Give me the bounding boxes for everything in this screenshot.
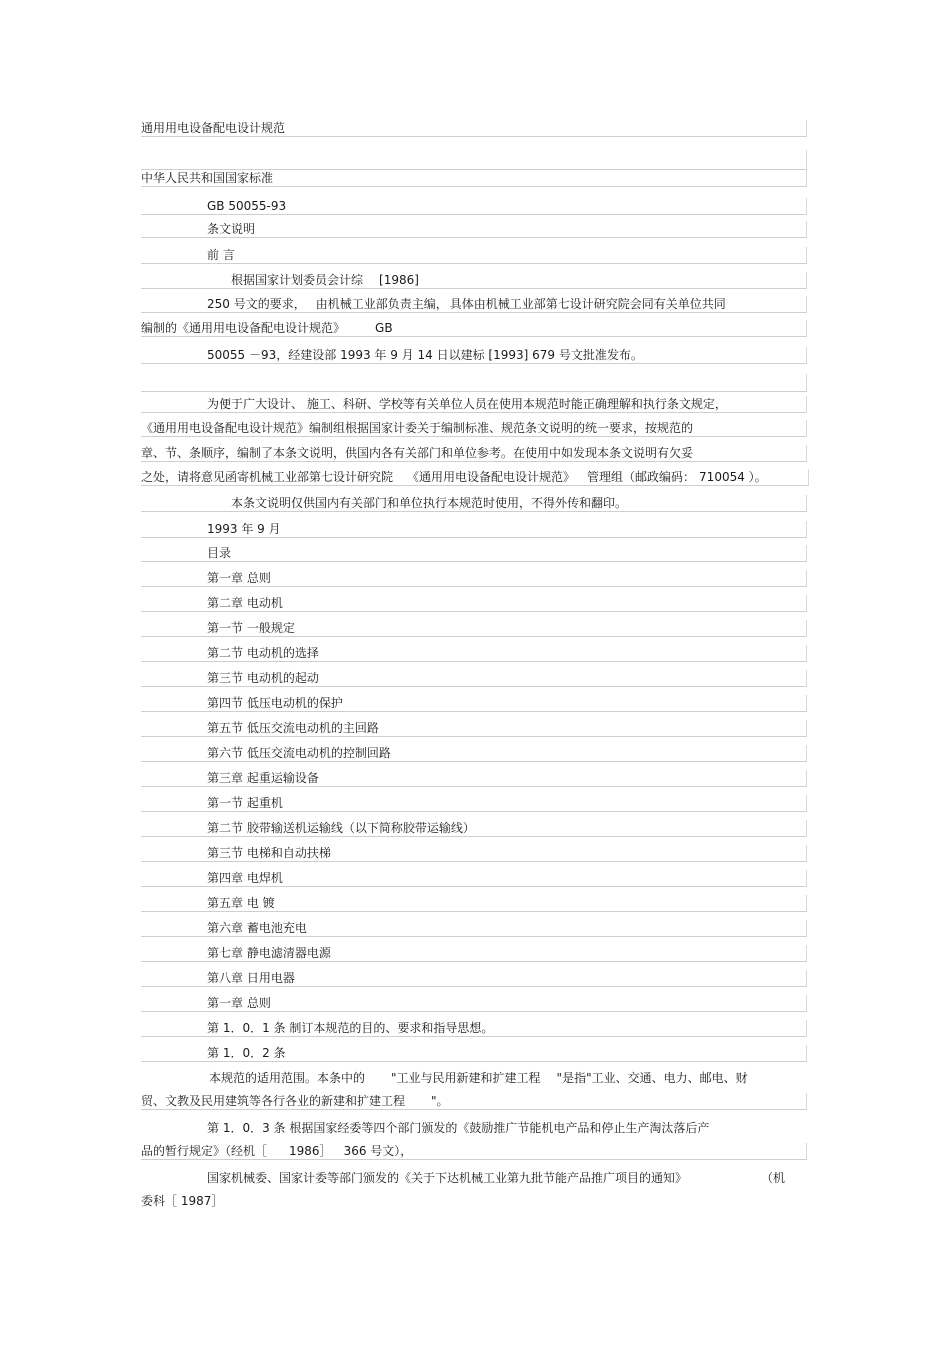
preface-text: 章、节、条顺序，编制了本条文说明，供国内各有关部门和单位参考。在使用中如发现本条文说明有欠妥	[141, 446, 694, 460]
preface-text: 编制的《通用用电设备配电设计规范》	[141, 321, 346, 335]
blank-row	[141, 150, 807, 170]
preface-text: 管理组（邮政编码：	[587, 470, 696, 484]
toc-item	[141, 770, 807, 787]
toc-item	[141, 895, 807, 912]
preface-text: 本条文说明仅供国内有关部门和单位执行本规范时使用，不得外传和翻印。	[231, 496, 628, 510]
article-text: "。	[431, 1094, 449, 1108]
article-1-0-2	[141, 1045, 807, 1062]
toc-item	[141, 795, 807, 812]
article-text: 1986］	[289, 1144, 332, 1158]
toc-heading-row	[141, 545, 807, 562]
preface-line-4	[141, 347, 807, 364]
preface-line-3	[141, 320, 807, 337]
code-row	[141, 198, 807, 215]
toc-item-label: 第二节 胶带输送机运输线（以下简称胶带运输线）	[207, 821, 475, 835]
preface-text: 根据国家计划委员会计综	[231, 273, 364, 287]
blank-row	[141, 374, 807, 392]
toc-item-label: 第五章 电 镀	[207, 896, 275, 910]
preface-text: 由机械工业部负责主编，	[315, 297, 448, 311]
article-text: "工业与民用新建和扩建工程	[391, 1071, 541, 1085]
preface-date: 1993 年 9 月	[207, 522, 281, 536]
toc-item	[141, 670, 807, 687]
article-1-0-3-line-4	[141, 1193, 807, 1209]
national-standard-label: 中华人民共和国国家标准	[141, 171, 274, 185]
article-1-0-2-line-1	[141, 1070, 807, 1086]
preface-line-5	[141, 396, 807, 413]
toc-item	[141, 570, 807, 587]
document-title-row	[141, 120, 807, 137]
toc-item-label: 第三节 电动机的起动	[207, 671, 319, 685]
toc-item	[141, 920, 807, 937]
article-1-0-3-line-2	[141, 1143, 807, 1160]
preface-text: GB	[375, 321, 393, 335]
article-1-0-2-line-2	[141, 1093, 807, 1110]
article-number: 第 1．0．2 条	[207, 1046, 286, 1060]
explanation-heading-row	[141, 221, 807, 238]
toc-item	[141, 870, 807, 887]
toc-item-label: 第二节 电动机的选择	[207, 646, 319, 660]
article-1-0-1	[141, 1020, 807, 1037]
article-text: （机	[761, 1171, 786, 1185]
document-title: 通用用电设备配电设计规范	[141, 121, 286, 135]
toc-item	[141, 645, 807, 662]
toc-item-label: 第三节 电梯和自动扶梯	[207, 846, 331, 860]
chapter-heading: 第一章 总则	[207, 996, 271, 1010]
article-text: 委科［ 1987］	[141, 1194, 224, 1208]
preface-text: 《通用用电设备配电设计规范》编制组根据国家计委关于编制标准、规范条文说明的统一要求，按规范的	[141, 421, 694, 435]
national-standard-row	[141, 170, 807, 187]
toc-item	[141, 720, 807, 737]
toc-item-label: 第一章 总则	[207, 571, 271, 585]
preface-text: 为便于广大设计、 施工、科研、学校等有关单位人员在使用本规范时能正确理解和执行条文规定，	[207, 397, 727, 411]
preface-line-8	[141, 469, 809, 486]
toc-item	[141, 595, 807, 612]
article-1-0-3-line-3	[141, 1170, 807, 1186]
article-text: 贸、文教及民用建筑等各行各业的新建和扩建工程	[141, 1094, 406, 1108]
preface-text: 50055 －93，经建设部 1993 年 9 月 14 日以建标 [1993] 679 号文批准发布。	[207, 348, 643, 362]
toc-item	[141, 695, 807, 712]
toc-item-label: 第四节 低压电动机的保护	[207, 696, 343, 710]
article-text: 366 号文），	[343, 1144, 413, 1158]
preface-text: [1986]	[379, 273, 419, 287]
toc-item-label: 第五节 低压交流电动机的主回路	[207, 721, 379, 735]
postal-code: 710054 ）。	[699, 470, 767, 484]
preface-text: 具体由机械工业部第七设计研究院会同有关单位共同	[449, 297, 726, 311]
toc-item-label: 第六节 低压交流电动机的控制回路	[207, 746, 391, 760]
toc-item-label: 第七章 静电滤清器电源	[207, 946, 331, 960]
toc-item-label: 第三章 起重运输设备	[207, 771, 319, 785]
article-text: 本规范的适用范围。本条中的	[209, 1071, 366, 1085]
toc-item-label: 第二章 电动机	[207, 596, 283, 610]
preface-text: 250 号文的要求，	[207, 297, 306, 311]
toc-item-label: 第六章 蓄电池充电	[207, 921, 307, 935]
toc-item	[141, 970, 807, 987]
preface-line-7	[141, 445, 807, 462]
toc-item	[141, 620, 807, 637]
article-text: "是指"工业、交通、电力、邮电、财	[556, 1071, 748, 1085]
toc-item	[141, 745, 807, 762]
chapter1-heading-row	[141, 995, 807, 1012]
article-text: 第 1．0．3 条 根据国家经委等四个部门颁发的《鼓励推广节能机电产品和停止生产淘汰落后产	[207, 1121, 710, 1135]
toc-heading: 目录	[207, 546, 232, 560]
toc-item-label: 第一节 起重机	[207, 796, 283, 810]
preface-text: 之处，请将意见函寄机械工业部第七设计研究院	[141, 470, 394, 484]
toc-item-label: 第八章 日用电器	[207, 971, 295, 985]
preface-text: 《通用用电设备配电设计规范》	[407, 470, 576, 484]
toc-item	[141, 820, 807, 837]
explanation-heading: 条文说明	[207, 222, 256, 236]
preface-line-2	[141, 296, 807, 313]
toc-item	[141, 945, 807, 962]
preface-date-row	[141, 521, 807, 538]
article-text: 品的暂行规定》（经机［	[141, 1144, 268, 1158]
preface-heading: 前 言	[207, 248, 235, 262]
article-text: 国家机械委、国家计委等部门颁发的《关于下达机械工业第九批节能产品推广项目的通知》	[207, 1171, 688, 1185]
toc-item-label: 第一节 一般规定	[207, 621, 295, 635]
preface-line-6	[141, 420, 807, 437]
standard-code: GB 50055-93	[207, 199, 287, 213]
preface-line-1	[141, 272, 807, 289]
article-1-0-3-line-1	[141, 1120, 807, 1136]
preface-line-9	[141, 495, 807, 512]
toc-item-label: 第四章 电焊机	[207, 871, 283, 885]
preface-heading-row	[141, 247, 807, 264]
toc-item	[141, 845, 807, 862]
article-text: 第 1．0．1 条 制订本规范的目的、要求和指导思想。	[207, 1021, 494, 1035]
